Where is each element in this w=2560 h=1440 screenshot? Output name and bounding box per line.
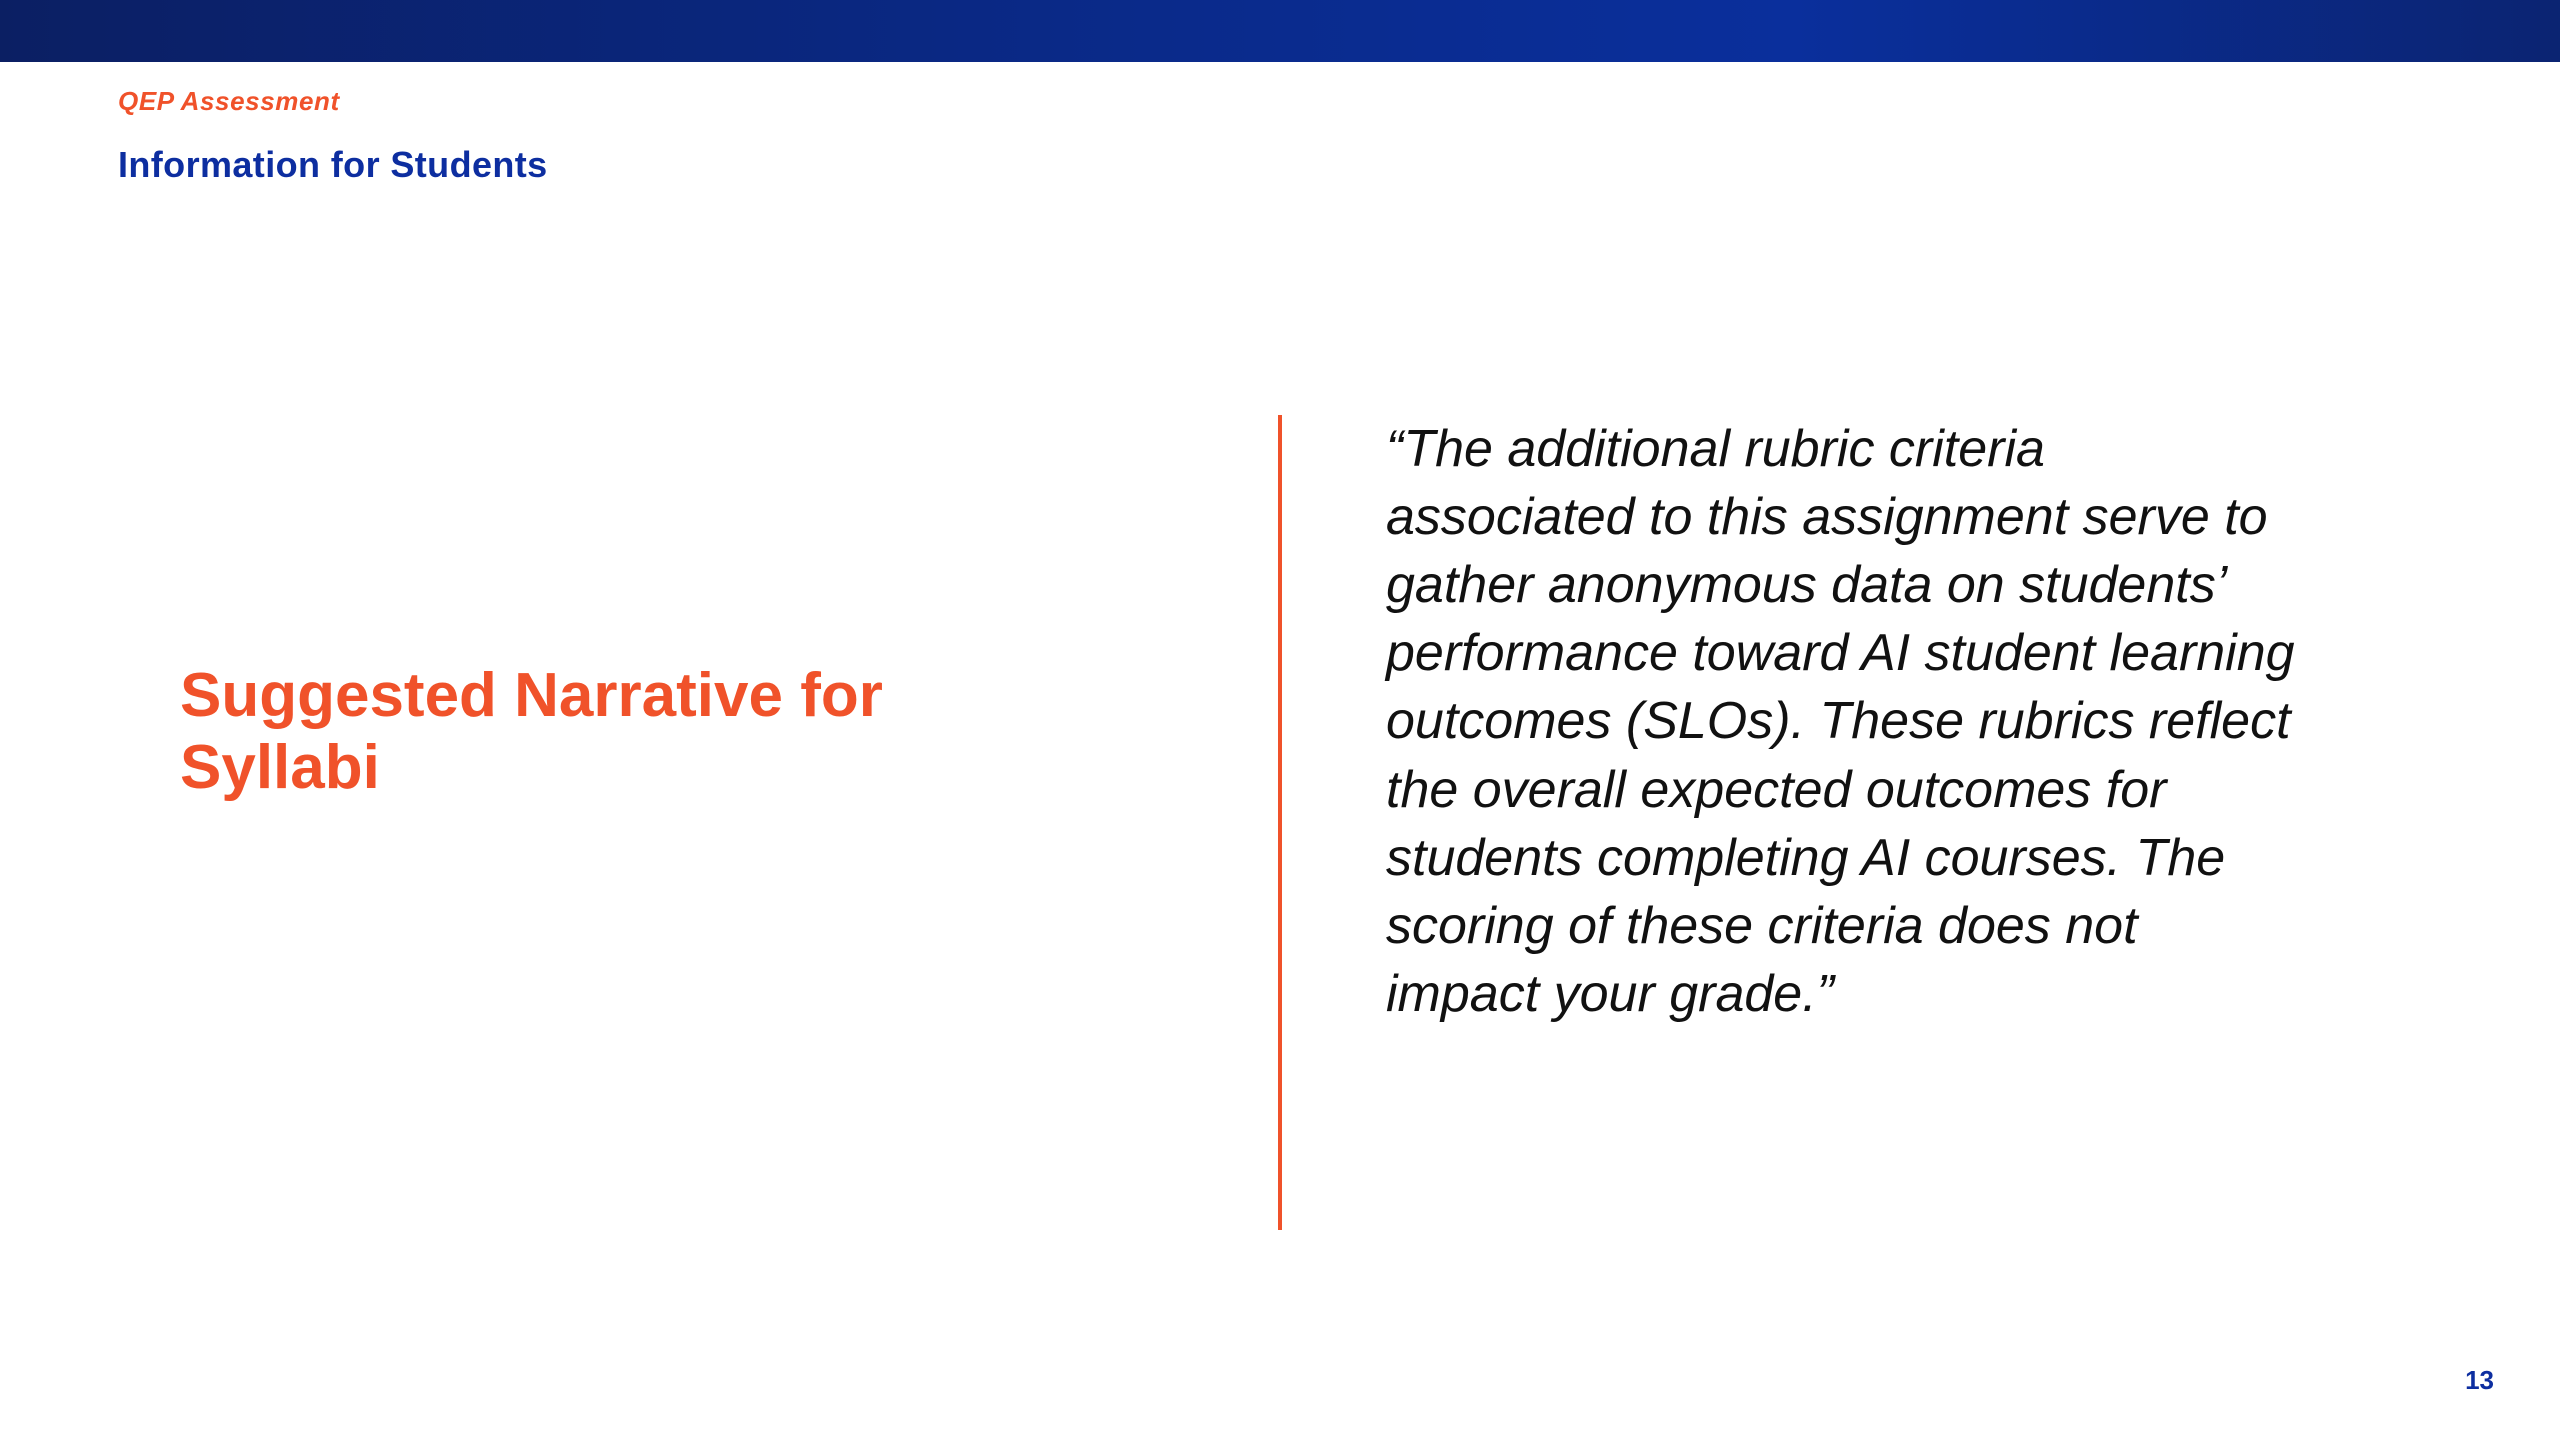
page-number: 13 — [2465, 1365, 2494, 1395]
quote-text: “The additional rubric criteria associated to this assignment serve to gather anonymous data on students’ performance toward AI student learning outcomes (SLOs). These rubrics reflect the overall expected outcomes for students completing AI courses. The scoring of these criteria does not impact your grade.” — [1386, 420, 2295, 1023]
eyebrow-label: QEP Assessment — [118, 86, 340, 116]
top-decorative-bar — [0, 0, 2560, 62]
page-title: Suggested Narrative for Syllabi — [180, 661, 883, 802]
quote-block — [1278, 415, 2298, 1230]
quote-accent-rule — [1278, 415, 1282, 1230]
section-title: Information for Students — [118, 144, 548, 185]
